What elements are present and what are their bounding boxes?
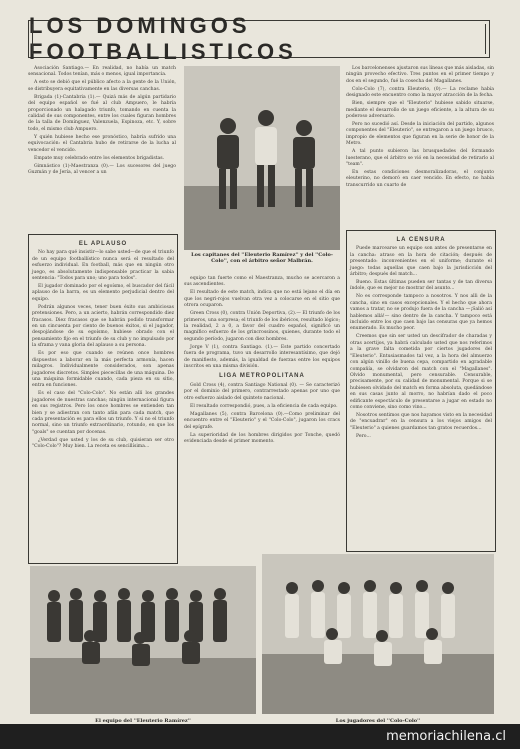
colo-colo-photo-caption: Los jugadores del ''Colo-Colo'' (335, 718, 421, 724)
paragraph: Los barcelonenses ajustaron sus líneas que más aisladas, sin ningún provecho efectivo. Tres puntos en el primer tiempo y dos en el segundo, fué la cosecha del Magallanes. (346, 66, 494, 84)
la-censura-box (346, 230, 496, 552)
section-heading: LA CENSURA (396, 237, 446, 243)
paragraph: ¿Verdad que usted y los de su club, quisieran ser otro "Colo-Colo"? Muy bien. La receta es sencillísima... (32, 437, 174, 450)
eleuterio-team-photo (30, 566, 256, 714)
paragraph: Asociación Santiago.— En realidad, no había un match sensacional. Todos tenían, más o menos, igual importancia. (28, 66, 176, 78)
paragraph: Brigada (1)-Cantabria (1).— Quizá más de algún partidario del equipo español se fué al club Ampuero, le habría proporcionado un halagado triunfo, tomando en cuenta la calidad de sus componentes, entre los cuales figuran hombres de la talla de Domínguez, Valenzuela, Espinoza, etc. Y, sobre todo, el mismo club Ampuero. (28, 94, 176, 132)
paragraph: Y quién hubiese hecho ese pronóstico, habría sufrido una equivocación: el Cantabria hubo de retirarse de la lucha al vencedor el vencido. (28, 134, 176, 153)
watermark-text: memoriachilena.cl (386, 729, 506, 744)
paragraph: A tal punto subieron las brusquedades del formando luesterano, que el árbitro se vió en la necesidad de retirarlo al "team". (346, 149, 494, 168)
paragraph: Gimnástico (1)-Maestranza (0).— Los sucesores del juego Guzmán y de Jería, al vencer a un (28, 163, 176, 176)
paragraph: Bueno. Estas últimas pueden ser tantas y de tan diversa índole, que es mejor no mostrar del asunto... (350, 280, 492, 292)
paragraph: El jugador dominado por el egoísmo, el buscador del fácil aplauso de la barra, es un elemento perjudicial dentro del equipo. (32, 284, 174, 302)
paragraph: Jorge V (1), contra Santiago. (1).— Este partido concertado fuera de programa, tuvo un desarrollo interesantísimo, que dejó de manifiesto, además, la igualdad de fuerzas entre los equipos inscritos en una misma división. (184, 344, 340, 370)
paragraph: No hay para qué insistir—lo sabe usted—de que el triunfo de un equipo footballístico nunca será el resultado del esfuerzo individual. En football, más que en ningún otro juego, es absolutamente indispensable practicar la sabia sentencia: "Todos para uno; uno para todos". (32, 250, 174, 282)
paragraph: El resultado correspondió, pues, a la eficiencia de cada equipo. (190, 403, 338, 409)
page-title: LOS DOMINGOS FOOTBALLISTICOS (29, 13, 297, 64)
right-column-text (346, 66, 494, 236)
paragraph: La superioridad de los hombres dirigidos por Tonche, quedó evidenciada desde el primer momento. (184, 432, 340, 444)
paragraph: Gold Cross (4), contra Santiago National (0). — Se caracterizó por el dominio del primero, contrarrestado apenas por uno que otro esfuerzo aislado del quinteto nacional. (184, 382, 340, 401)
left-column-text (28, 66, 176, 248)
paragraph: Podrán algunos veces, tener buen éxito sus ambiciosas pretensiones. Pero, a un acierto, habrán correspondido diez fracasos. Diez fracasos que se habrán podido transformar en un cincuenta por ciento de buenos éxitos, si el jugador, despojándose de su egoísmo, hubiese obrado con el pensamiento fijo en el triunfo de su club y no impulsado por la sframa y vana gloria del aplauso a su persona. (32, 304, 174, 349)
paragraph: Empate muy celebrado entre los elementos brigadistas. (34, 155, 165, 161)
paragraph: Pero... (356, 433, 371, 439)
paragraph: Colo-Colo (7), contra Eleuterio, (0).— La reclame había designado este encuentro como la mayor atracción de la fecha. (346, 86, 494, 99)
paragraph: Pero no sucedió así. Desde la iniciación del partido, algunos componentes del "Eleuterio", se entregaron a un juego brusco, impropio de elementos que figuran en la serie de honor de la Metro. (346, 122, 494, 147)
paragraph: No es corresponde tampoco a nosotros. Y nos alli de la cancha, sino en casos excepcionales. Y el hecho que ahora vamos a tratar, no se produjo fuera de la cancha —¡Salió así hablemos allá!— sino dentro de la cancha. Y tampoco está incluido entre los que caen bajo las censuras que ya hemos enumerado. Es mucho peor. (350, 294, 492, 332)
paragraph: Magallanes (5), contra Barcelona (0).—Como preliminar del encuentro entre el "Eleuterio" y el "Colo-Colo", jugaron los cracs del epígrafe. (184, 411, 340, 430)
paragraph: Puede marcearse un equipo son antes de presentarse en la cancha: atraso en la hora de citación; después de presentado: inconvenientes en el uniforme; durante el juego: todas aquellas que caen bajo la jurisdicción del árbitro; después del match... (350, 246, 492, 278)
paragraph: En estas condiciones desmoralizadoras, el conjunto eleuterino, no demoró en caer vencido. En efecto, no había transcurrido un cuarto de (346, 170, 494, 188)
paragraph: El resultado de este match, indica que no está lejano el día en que los negri-rojos vuelvan otra vez a colocarse en el sitio que otrora ocuparon. (184, 290, 340, 309)
paragraph: Green Cross (0), contra Unión Deportiva, (2).— El triunfo de los primeros, una sorpresa; el triunfo de los ibéricos, resultado lógico; la realidad, 2 a 0, a favor del cuadro español, significó un magnífico esfuerzo de los grincrossinos, quienes, durante todo el segundo período, jugaron con diez hombres. (184, 311, 340, 342)
paragraph: equipo tan fuerte como el Maestranza, mucho se acercaron a sus ascendientes. (184, 276, 340, 288)
paragraph: Nosotros sentimos que nos hayamos visto en la necesidad de "encuadrar" en la censura a los viejos amigos del "Eleuterio" a quienes guardamos tan gratos recuerdos... (350, 412, 492, 431)
section-heading: EL APLAUSO (78, 241, 128, 247)
colo-colo-team-illustration (262, 554, 494, 714)
colo-colo-team-photo (262, 554, 494, 714)
el-aplauso-box (28, 234, 178, 564)
liga-heading: LIGA METROPOLITANA (219, 373, 305, 380)
center-column-text (184, 276, 340, 576)
paragraph: Es por eso que cuando se reúnen once hombres dispuestos a laborar en la más perfecta armonía, hacen milagros. Individualmente considerados, son apenas jugadores discretos. Simples piececillas de una máquina. De una máquina formidable cuando, cada pieza en su sitio, entra en funciones. (32, 351, 174, 389)
eleuterio-photo-caption: El equipo del ''Eleuterio Ramírez'' (95, 718, 191, 724)
paragraph: A esto se debió que el público afecto a la gente de la Unión, se distribuyera equitativamente en las diversas canchas. (28, 80, 176, 92)
paragraph: Bien, siempre que el "Eleuterio" hubiese sabido situarse, mediante el desarrollo de un juego eficiente, a la altura de su poderoso adversario. (346, 101, 494, 120)
eleuterio-team-illustration (30, 566, 256, 714)
captains-photo-caption: Los capitanes del ''Eleuterio Ramírez'' y del ''Colo-Colo'', con el árbitro señor Malbrán. (191, 252, 333, 264)
paragraph: Creemos que sin ser usted un descifrador de charadas y otras acertijos, ya habrá calculado usted que nos referimos a la grave falta cometida por ciertos jugadores del "Eleuterio". Entusiasmados tal vez, a la hora del almuerzo con algún vinillo de buena cepa, compartido en agradable compañía, se olvidaron del match con el "Magallanes". Olvido monumental, pero censurable. Censurable, precisamente, por su calidad de monumental. Porque si se hubiesen olvidado del match en forma absoluta, quedándose en sus casas junto al morro, no habrían dado el poco edificante espectáculo de presentarse a jugar en estado no como conviene, sino como vino... (350, 334, 492, 410)
captains-photo-illustration (184, 66, 340, 250)
magazine-page (22, 14, 500, 726)
title-banner (28, 13, 490, 64)
captains-photo (184, 66, 340, 250)
watermark-bar (0, 724, 520, 749)
paragraph: Es el caso del "Colo-Colo". No están allí los grandes jugadores de nuestras canchas; ningún internacional figura en sus registros. Pero los once hombres se entienden tan bien y se adiestran con tanto afán para cada match, que cada presentación es para ellos un triunfo. Y si no el triunfo normal, sino un triunfo extraordinario, rotundo, en que los "goals" se cuentan por docenas. (32, 391, 174, 435)
